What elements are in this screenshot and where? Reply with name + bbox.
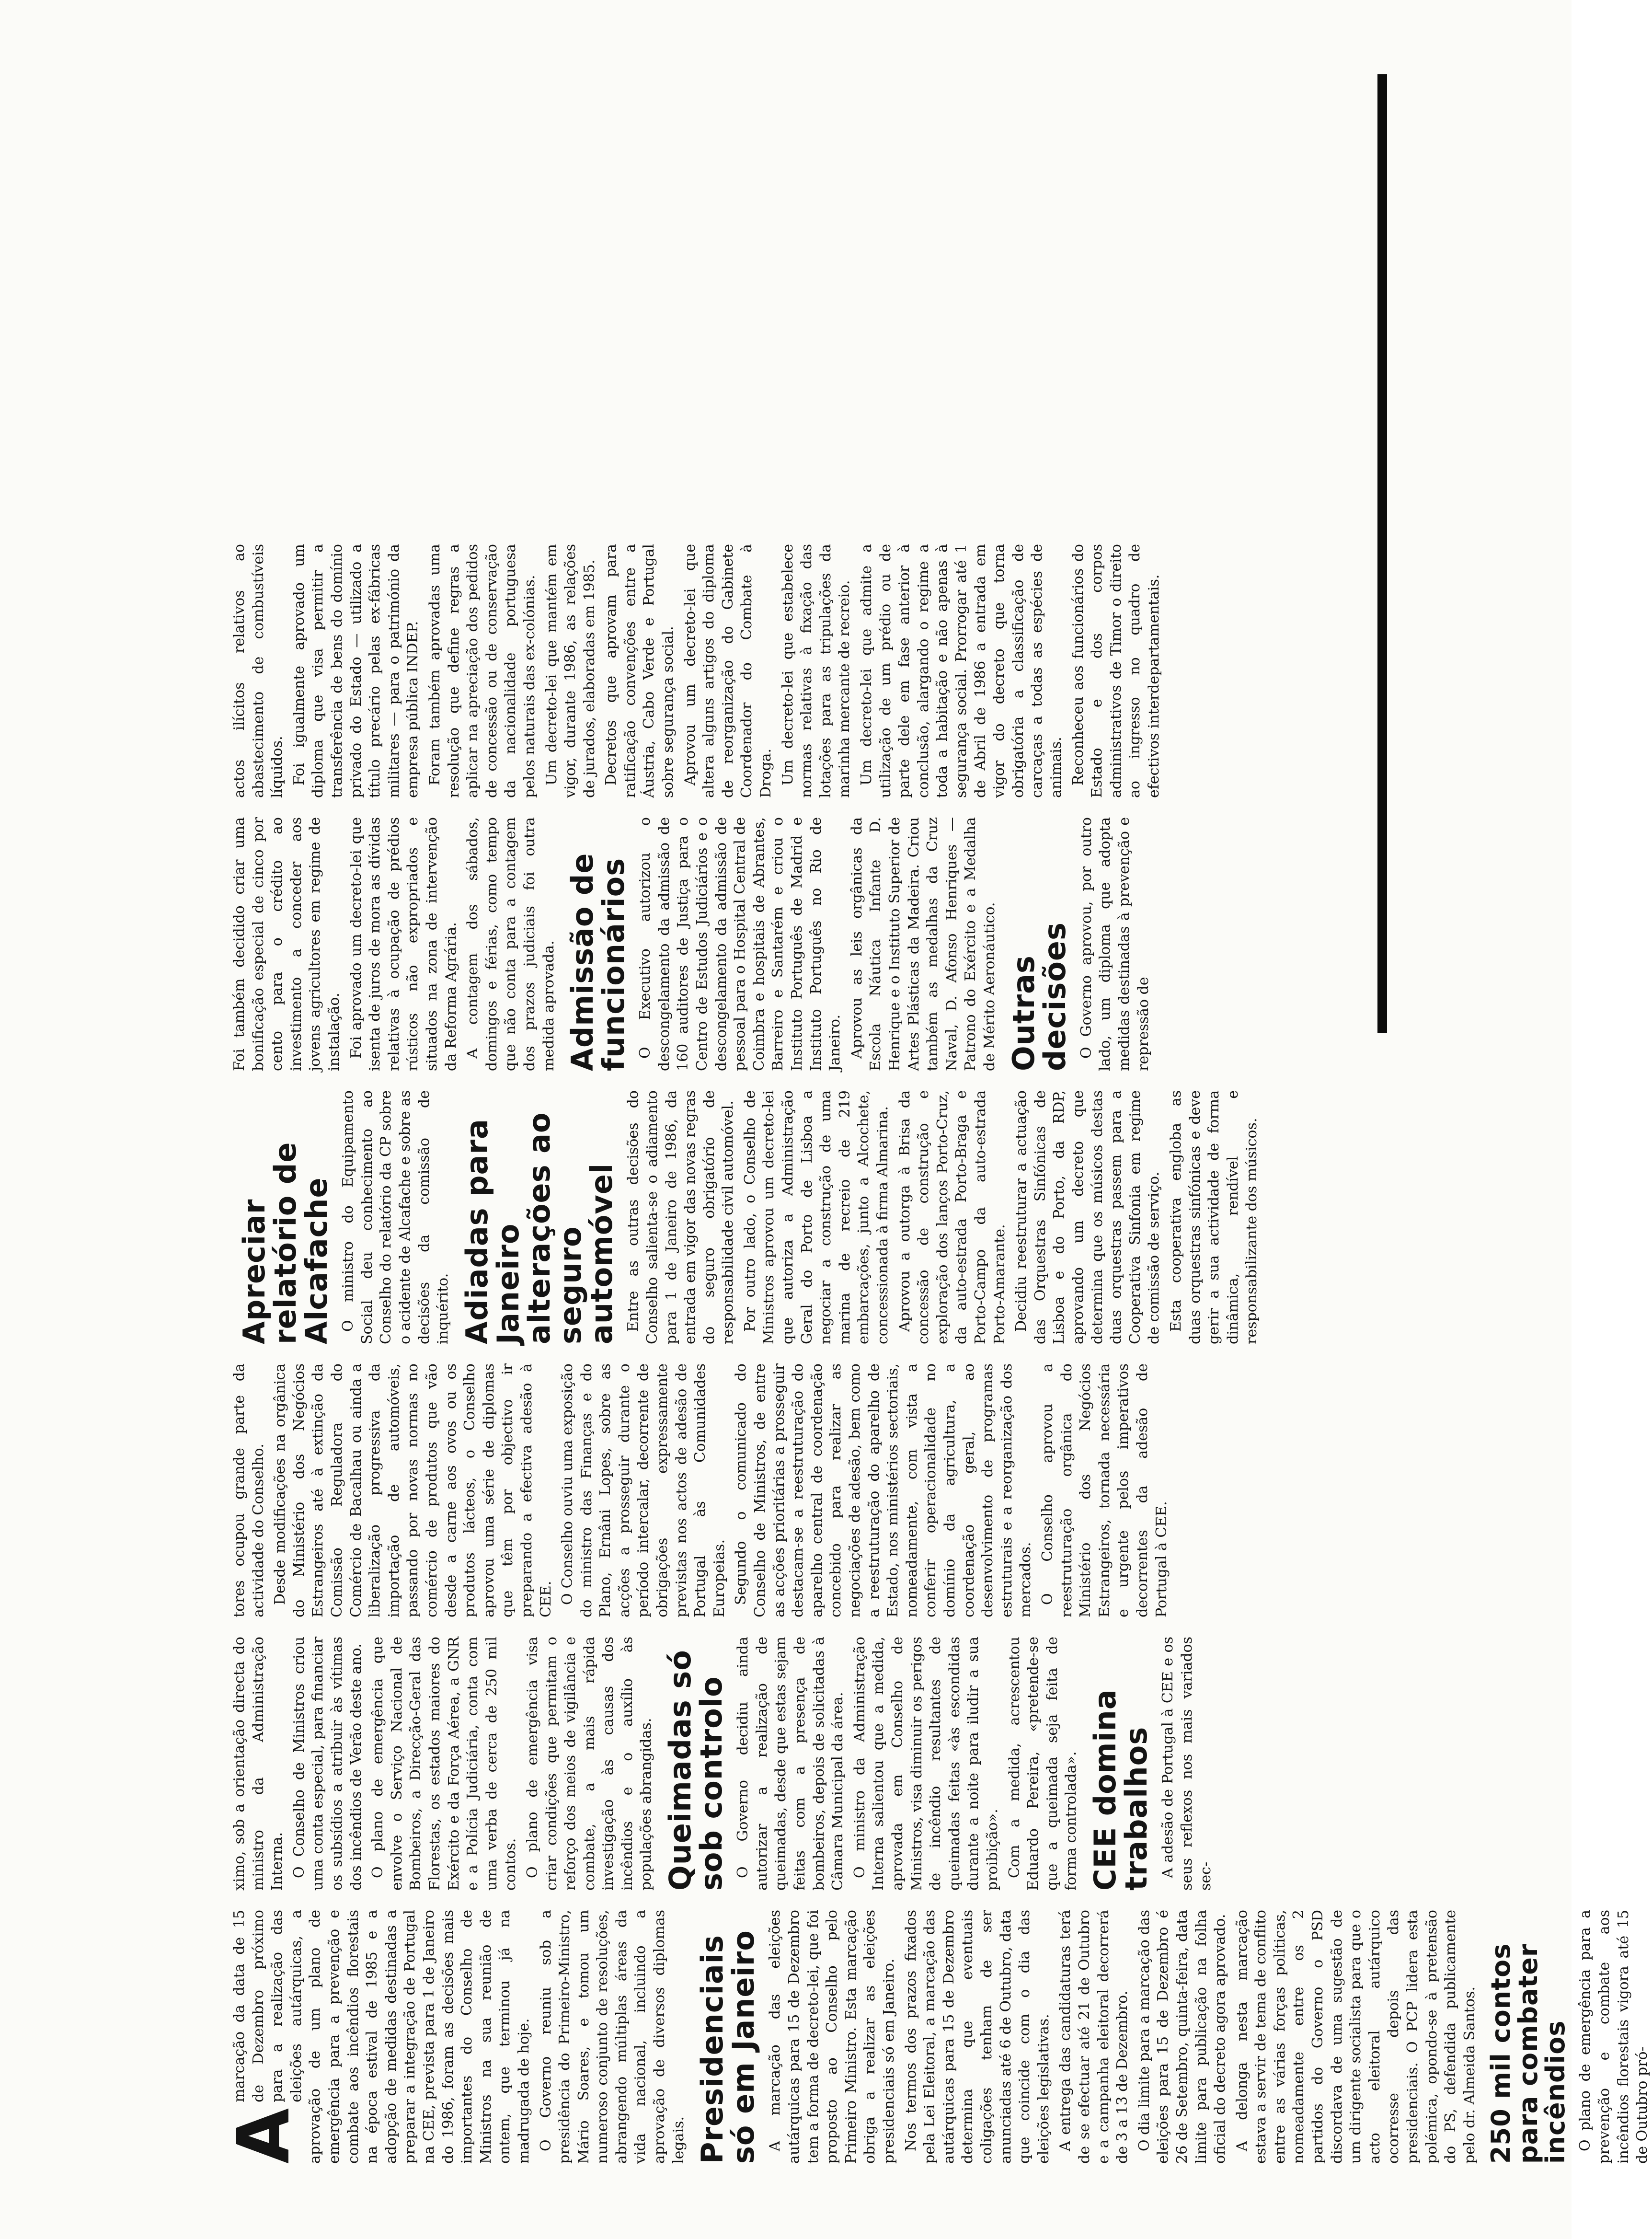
paragraph: A contagem dos sábados, domingos e férias, como tempo que não conta para a contagem dos prazos judiciais foi outra medida aprovada. <box>464 817 557 1071</box>
paragraph: O Governo aprovou, por outro lado, um diploma que adopta medidas destinadas à prevenção e repressão de <box>1078 817 1152 1071</box>
paragraph: O Conselho aprovou a reestruturação orgânica do Ministério dos Negócios Estrangeiros, tornada necessária e urgente pelos imperativos decorrentes da adesão de Portugal à CEE. <box>1039 1363 1170 1617</box>
paragraph: Foi também decidido criar uma bonificação especial de cinco por cento para o crédito ao investimento a conceder aos jovens agricultores em regime de instalação. <box>231 817 343 1071</box>
article-column-5 <box>230 817 1370 1071</box>
paragraph: Um decreto-lei que mantém em vigor, durante 1986, as relações de jurados, elaboradas em 1985. <box>543 544 598 798</box>
paragraph: Aprovou as leis orgânicas da Escola Náutica Infante D. Henrique e o Instituto Superior de Artes Plásticas da Madeira. Criou também as medalhas da Cruz Naval, D. Afonso Henriques — Patrono do Exército e a Medalha de Mérito Aeronáutico. <box>848 817 998 1071</box>
paragraph: A entrega das candidaturas terá de se efectuar até 21 de Outubro e a campanha eleitoral decorrerá de 3 a 13 de Dezembro. <box>1057 1910 1131 2164</box>
paragraph: O Governo reuniu sob a presidência do Primeiro-Ministro, Mário Soares, e tomou um numeroso conjunto de resoluções, abrangendo múltiplas áreas da vida nacional, incluindo a aprovação de diversos diplomas legais. <box>537 1910 687 2164</box>
paragraph: O Conselho ouviu uma exposição do ministro das Finanças e do Plano, Ernâni Lopes, sobre as acções a prosseguir durante o período intercalar, decorrente de obrigações expressamente previstas nos actos de adesão de Portugal às Comunidades Europeias. <box>559 1363 728 1617</box>
paragraph: O plano de emergência visa criar condições que permitam o reforço dos meios de vigilância e combate, a mais rápida investigação às causas dos incêndios e o auxílio às populações abrangidas. <box>524 1637 655 1891</box>
paragraph: A delonga nesta marcação estava a servir de tema de conflito entre as várias forças políticas, nomeadamente entre os 2 partidos do Governo o PSD discordava de uma sugestão de um dirigente socialista para que o acto eleitoral autárquico ocorresse depois das presidenciais. O PCP lidera esta polémica, opondo-se à pretensão do PS, defendida publicamente pelo dr. Almeida Santos. <box>1233 1910 1478 2164</box>
section-heading-seguro: Adiadas para Janeiro alterações ao seguro automóvel <box>459 1112 620 1344</box>
paragraph: actos ilícitos relativos ao abastecimento de combustíveis líquidos. <box>231 544 286 798</box>
paragraph: Reconheceu aos funcionários do Estado e dos corpos administrativos de Timor o direito ao ingresso no quadro de efectivos interdepartamentais. <box>1069 544 1162 798</box>
paragraph: A marcação das eleições autárquicas para 15 de Dezembro tem a forma de decreto-lei, que foi proposto ao Conselho pelo Primeiro Ministro. Esta marcação obriga a realizar as eleições presidenciais só em Janeiro. <box>767 1910 897 2164</box>
paragraph: Foi igualmente aprovado um diploma que visa permitir a transferência de bens do domínio privado do Estado — utilizado a título precário pelas ex-fábricas militares — para o património da empresa pública INDEP. <box>290 544 422 798</box>
column-rule-thick <box>1377 74 1387 1033</box>
paragraph: Foi aprovado um decreto-lei que isenta de juros de mora as dívidas relativas à ocupação de prédios rústicos não expropriados e situados na zona de intervenção da Reforma Agrária. <box>347 817 459 1071</box>
section-heading-incendios: 250 mil contos para combater incêndios <box>1486 1943 1571 2164</box>
drop-cap: A <box>222 2108 306 2164</box>
paragraph: tores ocupou grande parte da actividade do Conselho. <box>231 1363 267 1617</box>
paragraph: O dia limite para a marcação das eleições para 15 de Dezembro é 26 de Setembro, quinta-feira, data limite para publicação na folha oficial do decreto agora aprovado. <box>1136 1910 1229 2164</box>
article-column-3 <box>230 1363 1370 1617</box>
paragraph: ximo, sob a orientação directa do ministro da Administração Interna. <box>231 1637 286 1891</box>
section-heading-outras-decisoes: Outras decisões <box>1006 922 1072 1071</box>
rotated-newspaper-sheet <box>201 65 1651 2183</box>
paragraph: O plano de emergência que envolve o Serviço Nacional de Bombeiros, a Direcção-Geral das Florestas, os estados maiores do Exército e da Força Aérea, a GNR e a Polícia Judiciária, conta com uma verba de cerca de 250 mil contos. <box>369 1637 519 1891</box>
paragraph: Segundo o comunicado do Conselho de Ministros, de entre as acções prioritárias a prosseguir destacam-se a reestruturação do aparelho central de coordenação concebido para realizar as negociações de adesão, bem como a reestruturação do aparelho de Estado, nos ministérios sectoriais, nomeadamente, com vista a conferir operacionalidade no domínio da agricultura, a coordenação geral, ao desenvolvimento de programas estruturais e a reorganização dos mercados. <box>733 1363 1034 1617</box>
paragraph: Por outro lado, o Conselho de Ministros aprovou um decreto-lei que autoriza a Administração Geral do Porto de Lisboa a negociar a construção de uma marina de recreio de 219 embarcações, junto a Alcochete, concessionada à firma Almarina. <box>741 1090 892 1344</box>
paragraph: Com a medida, acrescentou Eduardo Pereira, «pretende-se que a queimada seja feita de forma controlada». <box>1006 1637 1080 1891</box>
paragraph: Entre as outras decisões do Conselho salienta-se o adiamento para 1 de Janeiro de 1986, da entrada em vigor das novas regras do seguro obrigatório de responsabilidade civil automóvel. <box>625 1090 737 1344</box>
section-heading-alcafache: Apreciar relatório de Alcafache <box>237 1142 334 1344</box>
paragraph: Decidiu reestruturar a actuação das Orquestras Sinfónicas de Lisboa e do Porto, da RDP, aprovando um decreto que determina que os músicos destas duas orquestras passem para a Cooperativa Sinfonia em regime de comissão de serviço. <box>1013 1090 1163 1344</box>
section-heading-queimadas: Queimadas só sob controlo <box>663 1650 729 1891</box>
article-column-2 <box>230 1637 1370 1891</box>
paragraph: Aprovou um decreto-lei que altera alguns artigos do diploma de reorganização do Gabinete Coordenador do Combate à Droga. <box>681 544 775 798</box>
paragraph: Nos termos dos prazos fixados pela Lei Eleitoral, a marcação das autárquicas para 15 de Dezembro determina que eventuais coligações tenham de ser anunciadas até 6 de Outubro, data que coincide com o dia das eleições legislativas. <box>902 1910 1052 2164</box>
paragraph: A adesão de Portugal à CEE e os seus reflexos nos mais variados sec- <box>1159 1637 1215 1891</box>
paragraph: O Governo decidiu ainda autorizar a realização de queimadas, desde que estas sejam feitas com a presença de bombeiros, depois de solicitadas à Câmara Municipal da área. <box>734 1637 847 1891</box>
section-heading-admissao: Admissão de funcionários <box>565 853 631 1071</box>
paragraph: O Executivo autorizou o descongelamento da admissão de 160 auditores de Justiça para o Centro de Estudos Judiciários e o descongelamento da admissão de pessoal para o Hospital Central de Coimbra e hospitais de Abrantes, Barreiro e Santarém e criou o Instituto Português de Madrid e Instituto Português no Rio de Janeiro. <box>637 817 844 1071</box>
lead-paragraph: marcação da data de 15 de Dezembro próximo para a realização das eleições autárquicas, a aprovação de um plano de emergência para a prevenção e combate aos incêndios florestais na época estival de 1985 e a adopção de medidas destinadas a preparar a integração de Portugal na CEE, prevista para 1 de Janeiro do 1986, foram as decisões mais importantes do Conselho de Ministros na sua reunião de ontem, que terminou já na madrugada de hoje. <box>231 1910 532 2164</box>
paragraph: Um decreto-lei que estabelece normas relativas à fixação das lotações para as tripulações da marinha mercante de recreio. <box>779 544 853 798</box>
article-column-6 <box>230 544 1162 798</box>
paragraph: Decretos que aprovam para ratificação convenções entre a Áustria, Cabo Verde e Portugal sobre segurança social. <box>603 544 677 798</box>
section-heading-cee: CEE domina trabalhos <box>1087 1689 1154 1891</box>
paragraph: Aprovou a outorga à Brisa da concessão de construção e exploração dos lanços Porto-Cruz, da auto-estrada Porto-Braga e Porto-Campo da auto-estrada Porto-Amarante. <box>896 1090 1008 1344</box>
section-heading-presidenciais: Presidenciais só em Janeiro <box>695 1930 761 2164</box>
article-column-4 <box>230 1090 1370 1344</box>
paragraph: Esta cooperativa engloba as duas orquestras sinfónicas e deve gerir a sua actividade de forma dinâmica, rendível e responsabilizante dos músicos. <box>1167 1090 1261 1344</box>
paragraph: O ministro do Equipamento Social deu conhecimento ao Conselho do relatório da CP sobre o acidente de Alcafache e sobre as decisões da comissão de inquérito. <box>340 1090 452 1344</box>
paragraph: Foram também aprovadas uma resolução que define regras a aplicar na apreciação dos pedidos de concessão ou de conservação da nacionalidade portuguesa pelos naturais das ex-colónias. <box>426 544 538 798</box>
paragraph: Um decreto-lei que admite a utilização de um prédio ou de parte dele em fase anterior à conclusão, alargando o regime a toda a habitação e não apenas à segurança social. Prorrogar até 1 de Abril de 1986 a entrada em vigor do decreto que torna obrigatória a classificação de carcaças a todas as espécies de animais. <box>858 544 1065 798</box>
paragraph: O ministro da Administração Interna salientou que a medida, aprovada em Conselho de Ministros, visa diminuir os perigos de incêndio resultantes de queimadas feitas «às escondidas durante a noite para iludir a sua proibição». <box>851 1637 1001 1891</box>
paragraph: O plano de emergência para a prevenção e combate aos incêndios florestais vigora até 15 de Outubro pró- <box>1577 1910 1651 2164</box>
paragraph: O Conselho de Ministros criou uma conta especial, para financiar os subsídios a atribuir às vítimas dos incêndios de Verão deste ano. <box>290 1637 365 1891</box>
article-column-1 <box>222 1910 1651 2164</box>
paragraph: Desde modificações na orgânica do Ministério dos Negócios Estrangeiros até à extinção da Comissão Reguladora do Comércio de Bacalhau ou ainda a liberalização progressiva da importação de automóveis, passando por novas normas no comércio de produtos que vão desde a carne aos ovos ou os produtos lácteos, o Conselho aprovou uma série de diplomas que têm por objectivo ir preparando a efectiva adesão à CEE. <box>272 1363 554 1617</box>
